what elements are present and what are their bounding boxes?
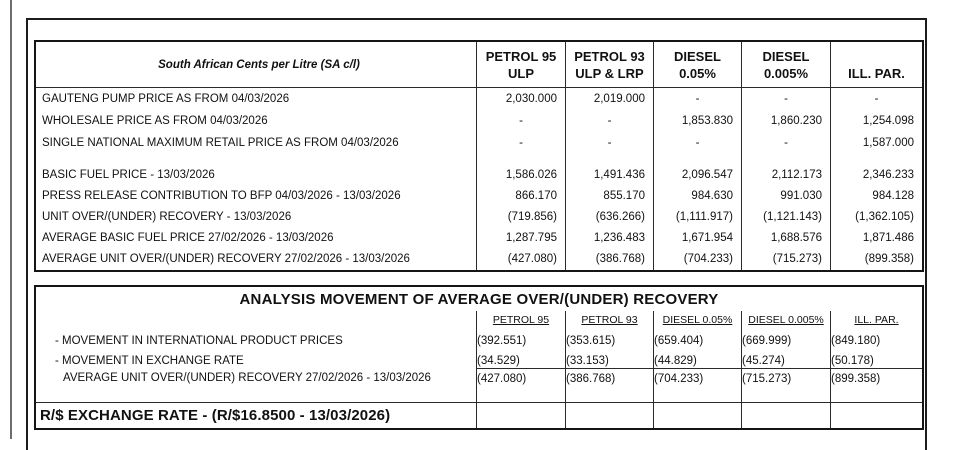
cell-value: (386.768) (595, 253, 645, 265)
cell-value: (427.080) (477, 373, 527, 385)
cell-value: (849.180) (831, 335, 881, 347)
cell-value: (669.999) (742, 335, 792, 347)
table-row-press-release-contribution (36, 186, 922, 207)
cell-value: 1,586.026 (505, 169, 557, 181)
cell-value: (392.551) (477, 335, 527, 347)
table-row-wholesale-price (36, 110, 922, 132)
column-header-line: 0.05% (679, 65, 716, 81)
cell-value: 2,112.173 (771, 169, 822, 181)
cell-value: (34.529) (477, 355, 520, 367)
analysis-title: ANALYSIS MOVEMENT OF AVERAGE OVER/(UNDER) RECOVERY (239, 291, 719, 308)
cell-value: 1,871.486 (862, 232, 914, 244)
table-row-average-unit-over-under-recovery (36, 249, 922, 270)
analysis-column-header-ill-par (830, 311, 922, 329)
cell-value: (1,111.917) (675, 211, 733, 223)
cell-value: 2,346.233 (862, 169, 914, 181)
cell-value: - (874, 93, 879, 105)
cell-value: 984.128 (872, 190, 914, 202)
cell-value: 991.030 (780, 190, 822, 202)
table-row-average-basic-fuel-price (36, 228, 922, 249)
column-header-line: ULP & LRP (575, 65, 644, 81)
page-edge-line (10, 0, 12, 439)
analysis-header-row (36, 311, 922, 329)
cell-value: 984.630 (691, 190, 733, 202)
table-row-spacer (36, 154, 922, 165)
cell-value: - (784, 137, 788, 149)
column-header-petrol-95 (476, 42, 565, 87)
cell-value: (715.273) (742, 373, 792, 385)
cell-value: (50.178) (831, 355, 874, 367)
cell-value: (659.404) (654, 335, 704, 347)
cell-value: (719.856) (507, 211, 557, 223)
unit-label: South African Cents per Litre (SA c/l) (158, 58, 360, 71)
row-label: AVERAGE UNIT OVER/(UNDER) RECOVERY 27/02/2026 - 13/03/2026 (63, 372, 431, 384)
table-row-movement-international-product-prices (36, 329, 922, 351)
row-label: SINGLE NATIONAL MAXIMUM RETAIL PRICE AS FROM 04/03/2026 (42, 137, 399, 149)
column-header-line: ILL. PAR. (848, 65, 905, 81)
cell-value: (1,362.105) (855, 211, 914, 223)
row-label: GAUTENG PUMP PRICE AS FROM 04/03/2026 (42, 93, 290, 105)
table-row-spacer (36, 392, 922, 402)
column-header-line: PETROL 93 (574, 48, 645, 64)
cell-value: 1,688.576 (770, 232, 822, 244)
cell-value: 1,860.230 (770, 115, 822, 127)
table-row-basic-fuel-price (36, 165, 922, 186)
column-header-ill-par (830, 42, 922, 87)
cell-value: (704.233) (683, 253, 733, 265)
column-header-text: PETROL 93 (581, 314, 638, 326)
exchange-rate-line: R/$ EXCHANGE RATE - (R/$16.8500 - 13/03/2026) (40, 407, 391, 424)
table-row-gauteng-pump-price (36, 88, 922, 110)
cell-value: - (784, 93, 788, 105)
analysis-column-header-diesel-0005 (741, 311, 830, 329)
cell-value: - (607, 115, 612, 127)
cell-value: 1,491.436 (593, 169, 645, 181)
price-table-header-row (36, 42, 922, 88)
column-header-line: ULP (508, 65, 534, 81)
cell-value: (353.615) (566, 335, 616, 347)
cell-value: 1,236.483 (593, 232, 645, 244)
analysis-column-header-petrol-93 (565, 311, 653, 329)
cell-value: 2,019.000 (593, 93, 645, 105)
table-row-single-national-max-retail (36, 132, 922, 154)
column-header-line: PETROL 95 (485, 48, 557, 64)
column-header-petrol-93 (565, 42, 653, 87)
column-header-line: DIESEL (762, 48, 810, 64)
cell-value: - (695, 137, 700, 149)
cell-value: 2,096.547 (681, 169, 733, 181)
cell-value: 866.170 (515, 190, 557, 202)
cell-value: 1,853.830 (681, 115, 733, 127)
row-label: - MOVEMENT IN INTERNATIONAL PRODUCT PRICES (55, 335, 343, 347)
cell-value: 1,254.098 (862, 115, 914, 127)
outer-frame (26, 18, 927, 450)
column-header-text: PETROL 95 (492, 314, 550, 326)
cell-value: - (519, 137, 523, 149)
cell-value: (1,121.143) (763, 211, 822, 223)
price-table (34, 40, 924, 272)
row-label: AVERAGE BASIC FUEL PRICE 27/02/2026 - 13/03/2026 (42, 232, 334, 244)
analysis-column-header-petrol-95 (476, 311, 565, 329)
cell-value: (45.274) (742, 355, 785, 367)
cell-value: (636.266) (595, 211, 645, 223)
row-label: - MOVEMENT IN EXCHANGE RATE (55, 355, 244, 367)
analysis-table (34, 285, 924, 430)
row-label: AVERAGE UNIT OVER/(UNDER) RECOVERY 27/02/2026 - 13/03/2026 (42, 253, 410, 265)
row-label: PRESS RELEASE CONTRIBUTION TO BFP 04/03/2026 - 13/03/2026 (42, 190, 401, 202)
cell-value: 2,030.000 (505, 93, 557, 105)
column-header-diesel-005 (653, 42, 741, 87)
cell-value: (715.273) (772, 253, 822, 265)
cell-value: (33.153) (566, 355, 609, 367)
cell-value: 1,287.795 (505, 232, 557, 244)
cell-value: (704.233) (654, 373, 704, 385)
cell-value: (386.768) (566, 373, 616, 385)
cell-value: - (695, 93, 700, 105)
cell-value: 855.170 (603, 190, 645, 202)
column-header-line: 0.005% (763, 65, 809, 81)
table-row-movement-exchange-rate (36, 351, 922, 368)
cell-value: 1,587.000 (862, 137, 914, 149)
row-label: BASIC FUEL PRICE - 13/03/2026 (42, 169, 215, 181)
cell-value: 1,671.954 (681, 232, 733, 244)
table-row-average-unit-over-under-recovery (36, 368, 922, 392)
column-header-line: DIESEL (674, 48, 721, 64)
column-header-text: ILL. PAR. (854, 314, 899, 326)
column-header-text: DIESEL 0.05% (662, 314, 733, 326)
column-header-line (831, 48, 922, 65)
column-header-text: DIESEL 0.005% (748, 314, 824, 326)
column-header-diesel-0005 (741, 42, 830, 87)
cell-value: (44.829) (654, 355, 697, 367)
cell-value: (899.358) (831, 373, 881, 385)
exchange-rate-row (36, 402, 922, 428)
cell-value: - (607, 137, 612, 149)
table-row-unit-over-under-recovery (36, 207, 922, 228)
row-label: UNIT OVER/(UNDER) RECOVERY - 13/03/2026 (42, 211, 292, 223)
analysis-column-header-diesel-005 (653, 311, 741, 329)
row-label: WHOLESALE PRICE AS FROM 04/03/2026 (42, 115, 268, 127)
cell-value: - (519, 115, 523, 127)
cell-value: (427.080) (507, 253, 557, 265)
cell-value: (899.358) (864, 253, 914, 265)
